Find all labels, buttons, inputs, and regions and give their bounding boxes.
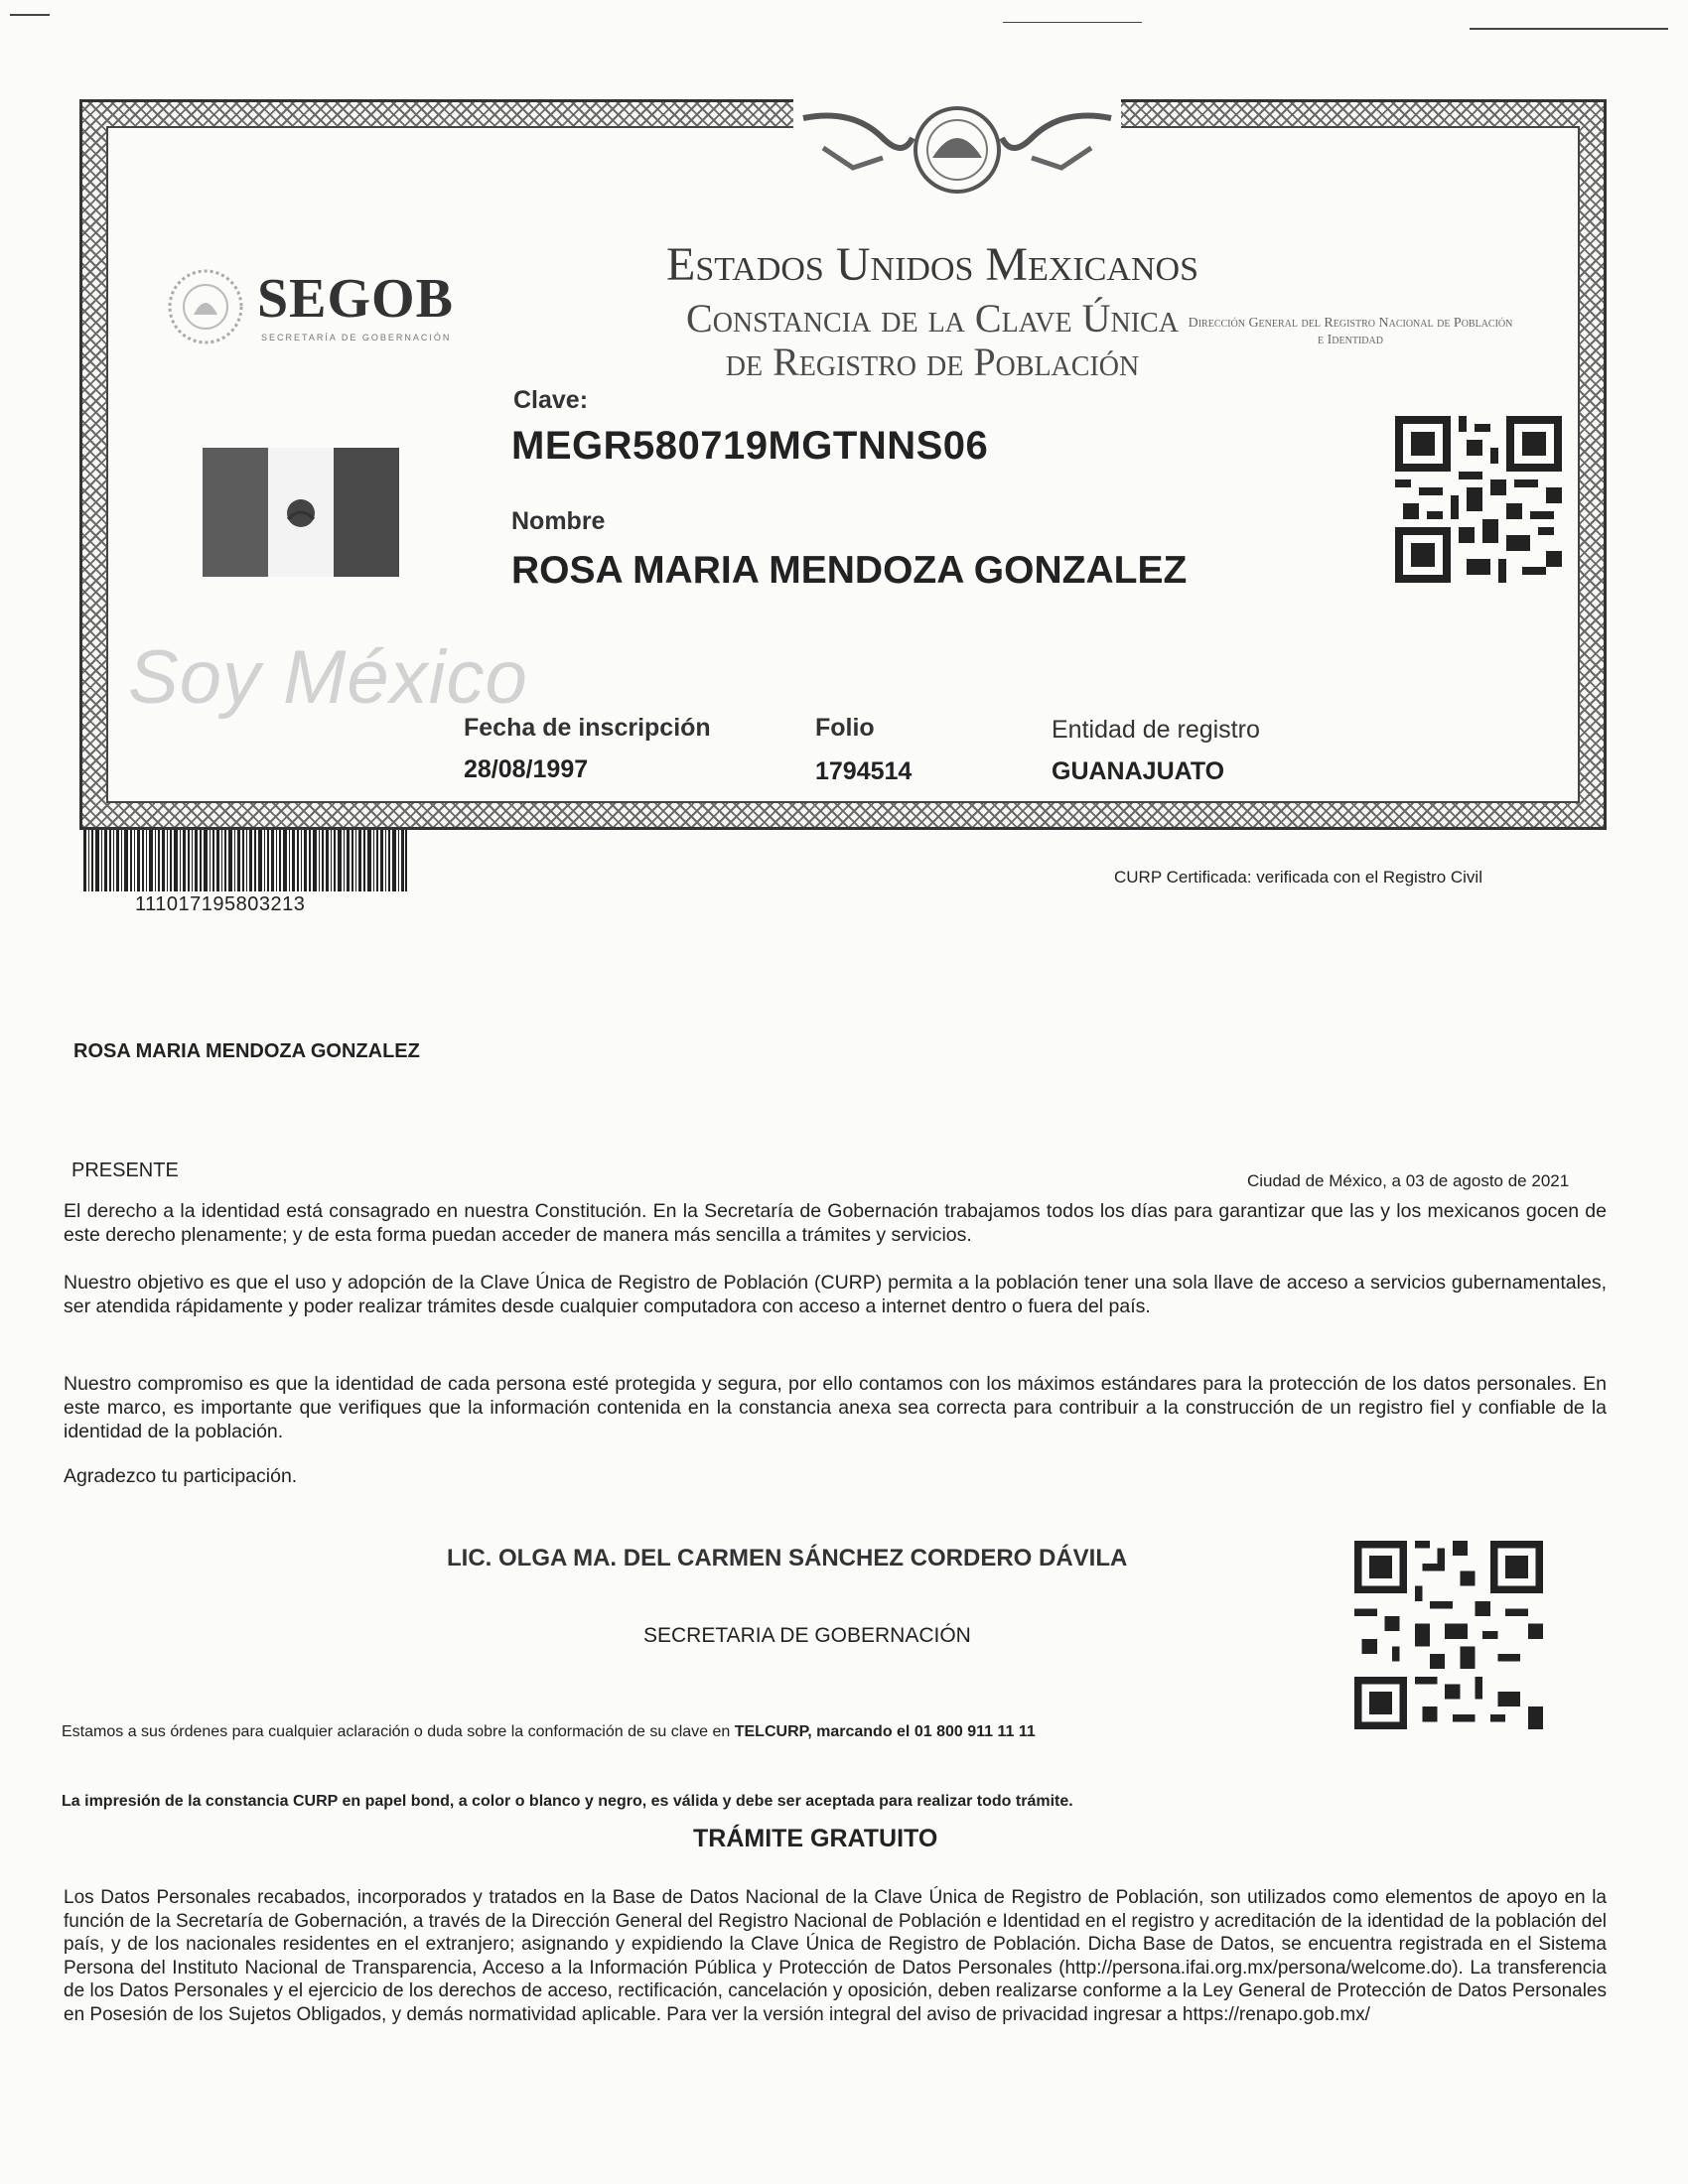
signer-name: LIC. OLGA MA. DEL CARMEN SÁNCHEZ CORDERO DÁVILA [447, 1545, 1128, 1571]
clave-label: Clave: [513, 386, 589, 414]
fecha-value: 28/08/1997 [464, 755, 589, 783]
mexican-flag-icon [203, 448, 399, 577]
segob-wordmark: SEGOB [257, 268, 454, 330]
paragraph-identity: El derecho a la identidad está consagrado en nuestra Constitución. En la Secretaría de Gobernación trabajamos todos los días para garantizar que las y los mexicanos gocen de este derecho plenamente; y de esta forma puedan acceder de manera más sencilla a trámites y servicios. [64, 1200, 1607, 1246]
contact-text: Estamos a sus órdenes para cualquier aclaración o duda sobre la conformación de su clave en [62, 1723, 731, 1740]
qr-code-icon [1395, 416, 1562, 583]
qr-code-icon [1354, 1541, 1543, 1729]
entidad-label: Entidad de registro [1052, 716, 1260, 744]
free-procedure: TRÁMITE GRATUITO [693, 1825, 938, 1852]
folio-value: 1794514 [815, 757, 913, 785]
thanks: Agradezco tu participación. [64, 1465, 298, 1487]
print-validity-note: La impresión de la constancia CURP en papel bond, a color o blanco y negro, es válida y debe ser aceptada para realizar todo trámite. [62, 1793, 1073, 1810]
addressee: ROSA MARIA MENDOZA GONZALEZ [73, 1040, 420, 1062]
privacy-notice: Los Datos Personales recabados, incorporados y tratados en la Base de Datos Nacional de la Clave Única de Registro de Población, son utilizados como elementos de apoyo en la función de la Secretaría de Gobernación, a través de la Dirección General del Registro Nacional de Población e Identidad en el registro y acreditación de la identidad de la población del país, y de los nacionales residentes en el extranjero; asignando y expidiendo la Clave Única de Registro de Población. Dicha Base de Datos, se encuentra registrada en el Sistema Persona del Instituto Nacional de Transparencia, Acceso a la Información Pública y Protección de Datos Personales (http://persona.ifai.org.mx/persona/welcome.do). La transferencia de los Datos Personales y el ejercicio de los derechos de acceso, rectificación, cancelación y oposición, deben realizarse conforme a la Ley General de Protección de Datos Personales en Posesión de los Sujetos Obligados, y demás normatividad aplicable. Para ver la versión integral del aviso de privacidad ingresar a https://renapo.gob.mx/ [64, 1887, 1607, 2025]
direction-name: Dirección General del Registro Nacional de Población e Identidad [1188, 316, 1513, 347]
paragraph-objective: Nuestro objetivo es que el uso y adopción de la Clave Única de Registro de Población (CURP) permita a la población tener una sola llave de acceso a servicios gubernamentales, ser atendida rápidamente y poder realizar trámites desde cualquier computadora con acceso a internet dentro o fuera del país. [64, 1272, 1607, 1317]
fecha-label: Fecha de inscripción [464, 714, 711, 742]
letter-qr-code [1354, 1541, 1543, 1729]
national-seal-icon [166, 267, 245, 346]
certified-note: CURP Certificada: verificada con el Registro Civil [1114, 868, 1482, 887]
place-date: Ciudad de México, a 03 de agosto de 2021 [1247, 1171, 1570, 1190]
mexican-flag [203, 448, 399, 577]
barcode-icon [83, 830, 407, 891]
scan-edge-top-right [1470, 28, 1668, 30]
barcode [83, 830, 407, 891]
paragraph-commitment: Nuestro compromiso es que la identidad de cada persona esté protegida y segura, por ello contamos con los máximos estándares para la protección de los datos personales. En este marco, es importante que verifiques que la información contenida en la constancia anexa sea correcta para contribuir a la construcción de un registro fiel y confiable de la identidad de la población. [64, 1373, 1607, 1442]
eagle-emblem-icon [793, 98, 1121, 207]
document-title-line2: de Registro de Población [725, 340, 1140, 384]
clave-value: MEGR580719MGTNNS06 [511, 424, 989, 468]
document-title-line1: Constancia de la Clave Única [686, 296, 1179, 341]
curp-certificate [79, 99, 1607, 830]
segob-subtitle: SECRETARÍA DE GOBERNACIÓN [261, 333, 452, 342]
certificate-qr-code [1395, 416, 1562, 583]
nombre-label: Nombre [511, 507, 606, 535]
nombre-value: ROSA MARIA MENDOZA GONZALEZ [511, 549, 1188, 592]
soy-mexico-watermark: Soy México [128, 635, 528, 720]
contact-line [62, 1723, 1036, 1741]
eagle-emblem [793, 98, 1121, 207]
presente: PRESENTE [71, 1160, 179, 1181]
telcurp-phone: TELCURP, marcando el 01 800 911 11 11 [734, 1723, 1036, 1740]
country-title: Estados Unidos Mexicanos [666, 238, 1198, 291]
signer-title: SECRETARIA DE GOBERNACIÓN [643, 1624, 971, 1647]
scan-edge-top-mid [1003, 22, 1142, 23]
entidad-value: GUANAJUATO [1052, 757, 1225, 785]
scan-edge-top-left [10, 14, 50, 16]
folio-label: Folio [815, 714, 875, 742]
certificate-body [106, 126, 1580, 803]
barcode-number: 111017195803213 [135, 893, 306, 915]
